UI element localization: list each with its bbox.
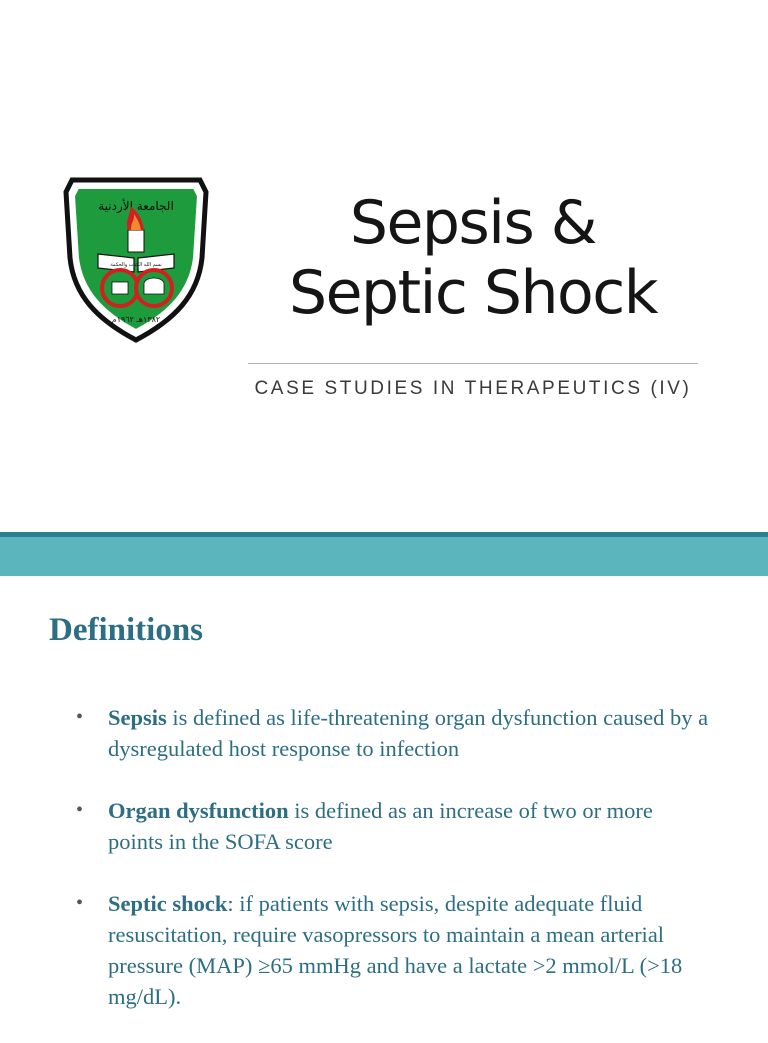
university-crest-logo — [58, 168, 214, 344]
slide-separator-band — [0, 537, 768, 576]
title-line-1: Sepsis & — [349, 188, 597, 258]
crest-arabic-date: ١٣٨٢هـ ١٩٦٢م — [111, 315, 161, 324]
title-line-2: Septic Shock — [289, 258, 657, 328]
definition-item-septic-shock — [70, 888, 710, 1012]
slide-title — [248, 188, 698, 328]
definition-item-sepsis — [70, 702, 710, 764]
definition-item-organ-dysfunction — [70, 795, 710, 857]
bullet-icon: • — [76, 892, 84, 914]
bullet-icon: • — [76, 799, 84, 821]
bullet-icon: • — [76, 706, 84, 728]
crest-arabic-motto: بسم الله الكتاب والحكمة — [110, 262, 162, 268]
definition-term: Sepsis — [108, 705, 167, 730]
slide-heading: Definitions — [49, 612, 204, 648]
crest-arabic-name: الجامعة الأردنية — [98, 199, 174, 213]
definition-text: is defined as an increase of two or more points in the SOFA score — [108, 798, 653, 854]
slide-subtitle: CASE STUDIES IN THERAPEUTICS (IV) — [254, 378, 692, 399]
definition-text: is defined as life-threatening organ dysfunction caused by a dysregulated host response to infection — [108, 705, 709, 761]
definitions-slide — [0, 576, 768, 1024]
title-divider — [248, 363, 698, 364]
definition-term: Organ dysfunction — [108, 798, 289, 823]
definition-text: : if patients with sepsis, despite adequate fluid resuscitation, require vasopressors to maintain a mean arterial pressure (MAP) ≥65 mmHg and have a lactate >2 mmol/L (>18 mg/dL). — [108, 891, 683, 1009]
definition-term: Septic shock — [108, 891, 228, 916]
definition-list — [70, 702, 710, 1043]
